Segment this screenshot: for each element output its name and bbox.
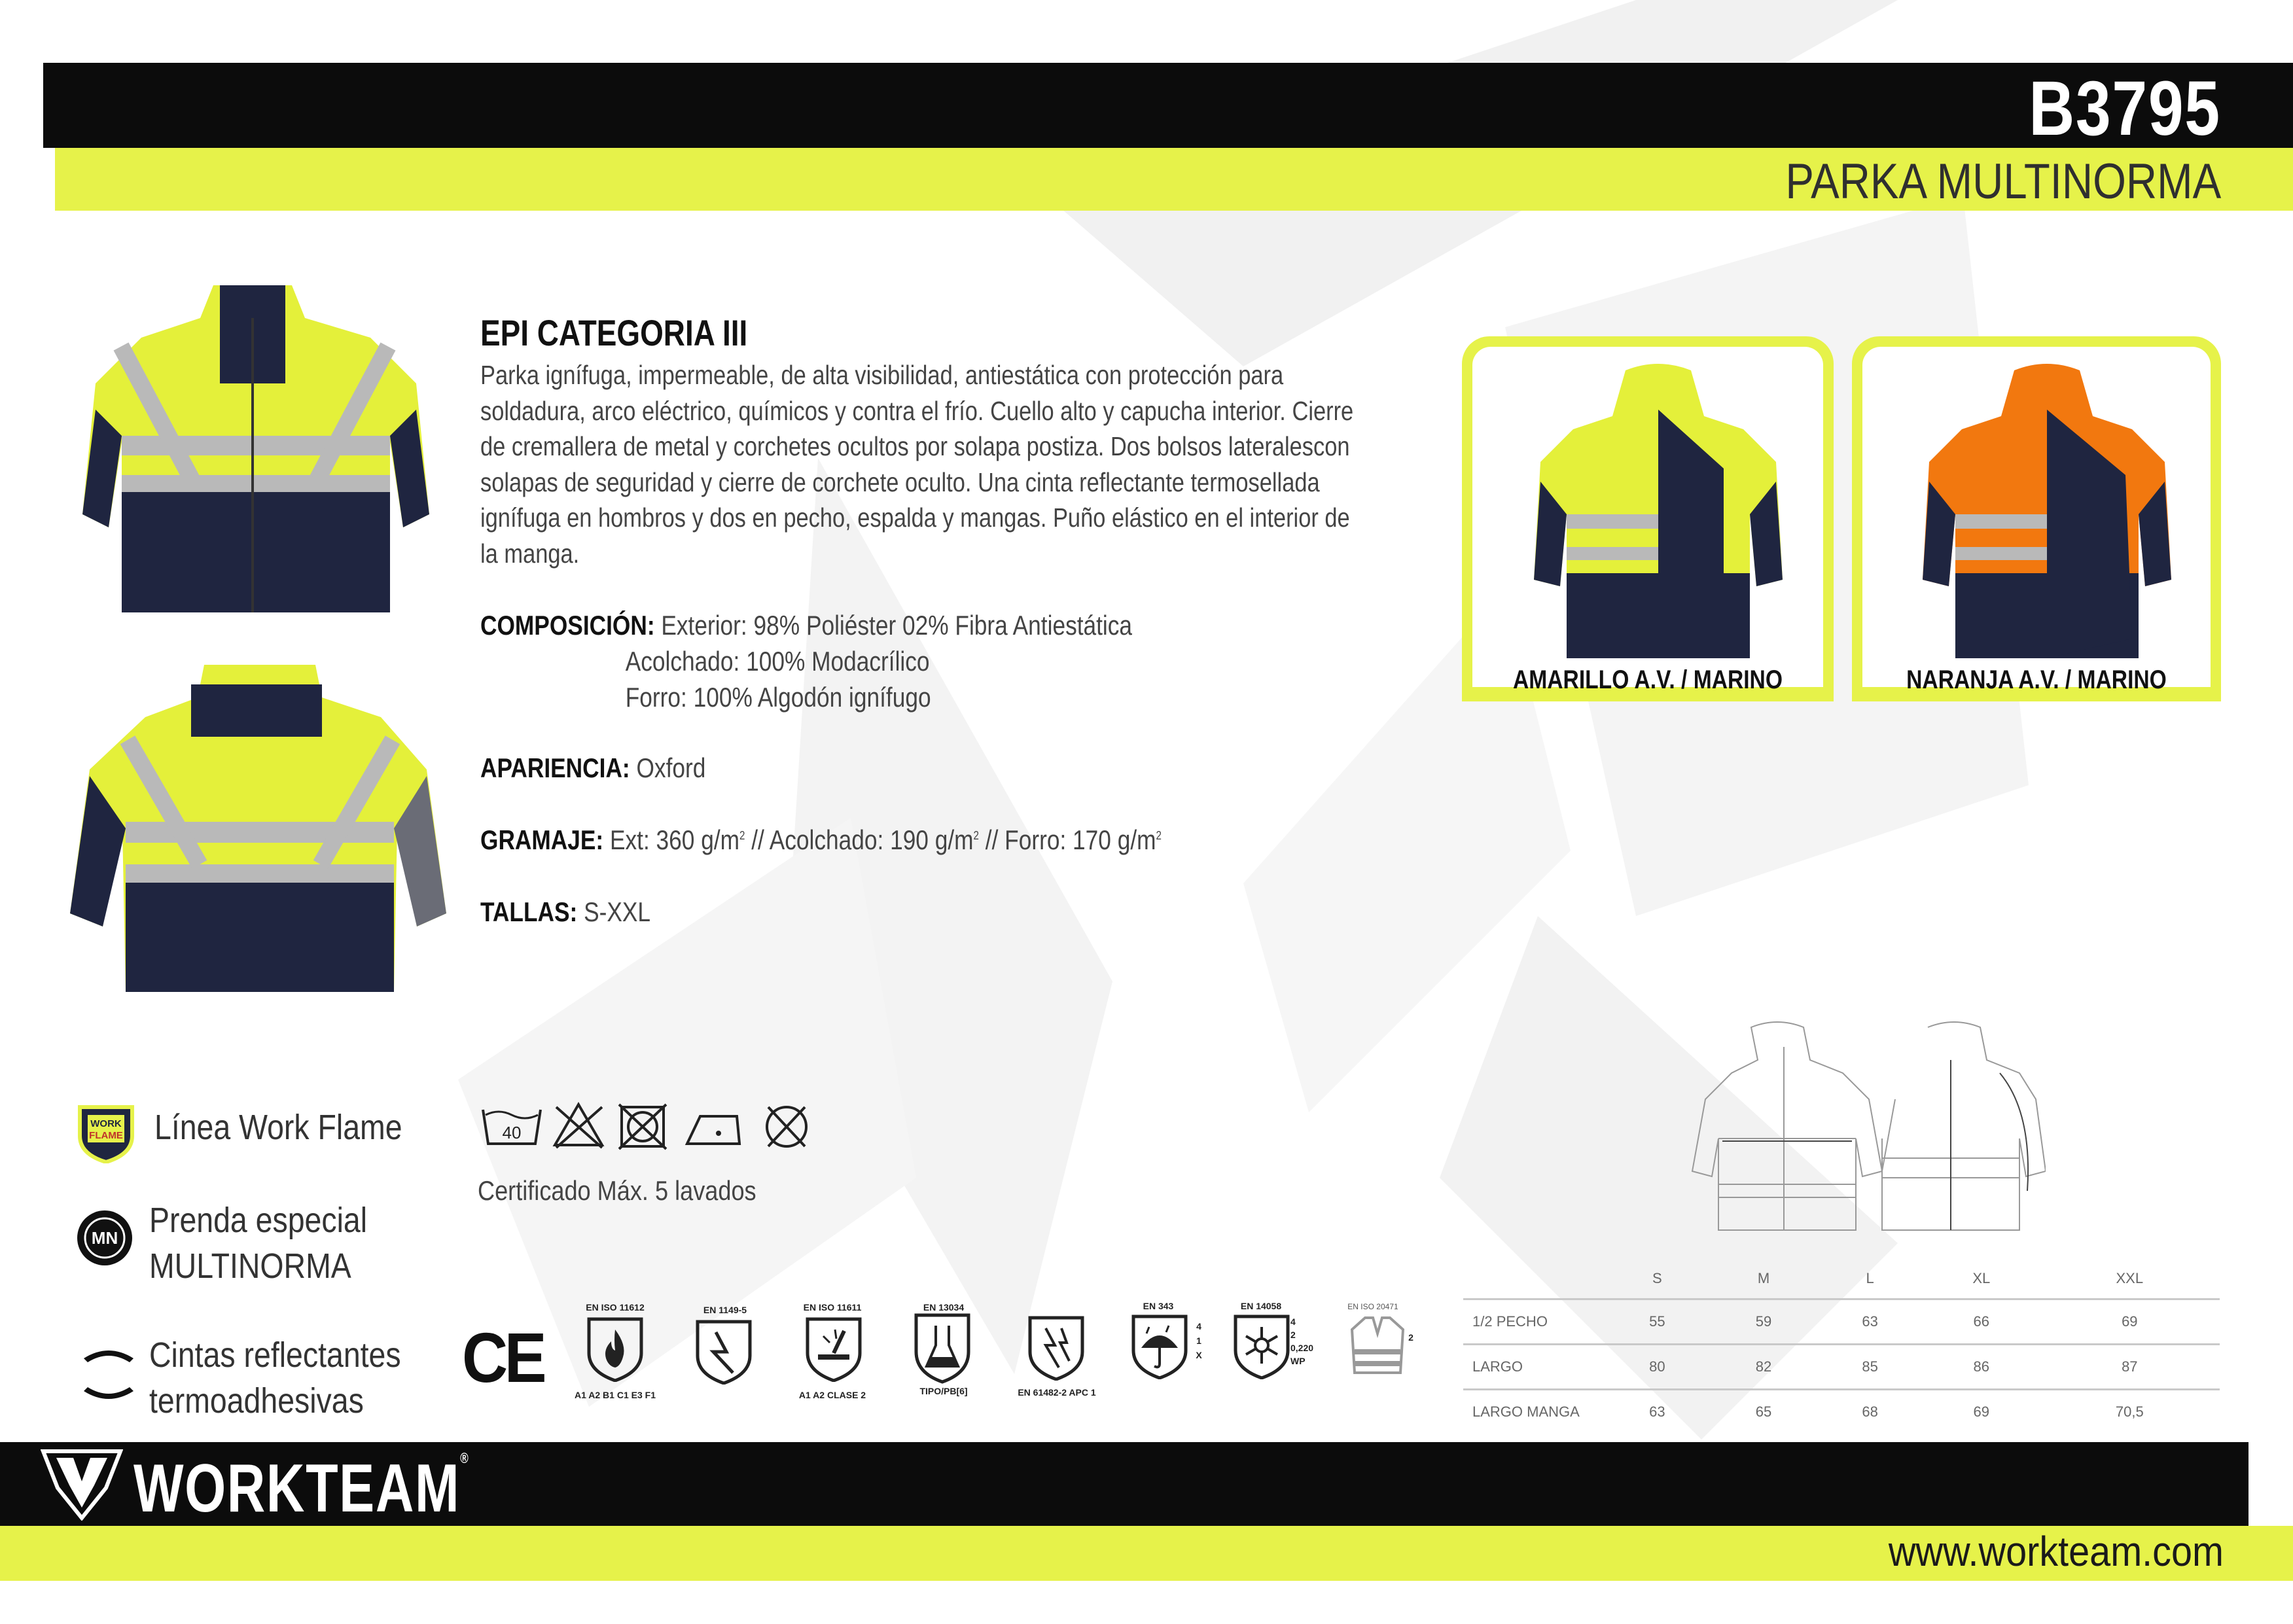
size-table xyxy=(1463,1269,2220,1434)
table-cell: 69 xyxy=(1923,1390,2040,1434)
cert-top-label: EN 14058 xyxy=(1240,1301,1282,1311)
wash-40-icon xyxy=(483,1110,541,1144)
cert-side-value: 1 xyxy=(1196,1335,1201,1346)
technical-drawing xyxy=(1679,1021,2046,1243)
weight xyxy=(480,824,1162,856)
weight-padding: // Acolchado: 190 g/m xyxy=(751,824,974,855)
no-tumble-dry-icon xyxy=(619,1104,666,1149)
appearance xyxy=(480,752,705,784)
product-subtitle: PARKA MULTINORMA xyxy=(1785,154,2221,209)
flame-icon xyxy=(585,1316,645,1382)
reflective-tape-icon xyxy=(81,1345,136,1404)
website-link[interactable]: www.workteam.com xyxy=(1888,1528,2224,1575)
table-cell: 69 xyxy=(2040,1299,2220,1345)
table-cell: 55 xyxy=(1604,1299,1711,1345)
feature-line: termoadhesivas xyxy=(149,1381,364,1421)
cert-side-value: 4 xyxy=(1196,1321,1201,1332)
weight-sup: 2 xyxy=(739,829,745,842)
table-cell: 85 xyxy=(1817,1345,1923,1390)
cert-side-value: WP xyxy=(1290,1356,1306,1366)
cert-side-values xyxy=(1192,1319,1205,1362)
workteam-logo-icon xyxy=(41,1449,123,1521)
table-cell: 65 xyxy=(1711,1390,1817,1434)
appearance-label: APARIENCIA: xyxy=(480,752,630,783)
weight-ext: Ext: 360 g/m xyxy=(609,824,740,855)
row-label: 1/2 PECHO xyxy=(1463,1299,1604,1345)
cold-snowflake-icon xyxy=(1232,1314,1292,1379)
composition xyxy=(480,607,1132,715)
sizes-label: TALLAS: xyxy=(480,896,578,927)
cert-bottom-label: A1 A2 CLASE 2 xyxy=(798,1390,866,1400)
care-symbols xyxy=(479,1101,819,1153)
table-cell: 86 xyxy=(1923,1345,2040,1390)
table-cell: 63 xyxy=(1604,1390,1711,1434)
welding-icon xyxy=(804,1316,864,1382)
variant-card-orange[interactable] xyxy=(1852,336,2221,701)
cert-side-value: 0,220 xyxy=(1290,1343,1314,1353)
sizes xyxy=(480,896,650,928)
table-cell: 63 xyxy=(1817,1299,1923,1345)
row-label: LARGO xyxy=(1463,1345,1604,1390)
antistatic-icon xyxy=(694,1319,754,1385)
table-cell: 66 xyxy=(1923,1299,2040,1345)
work-flame-badge-icon xyxy=(76,1103,136,1163)
rain-umbrella-icon xyxy=(1129,1314,1190,1379)
cert-bottom-label: EN 61482-2 APC 1 xyxy=(1018,1387,1096,1398)
weight-sup: 2 xyxy=(1156,829,1162,842)
electric-arc-icon xyxy=(1026,1315,1086,1381)
sizes-value: S-XXL xyxy=(584,896,651,927)
feature-work-flame: Línea Work Flame xyxy=(154,1108,402,1147)
cert-top-label: EN ISO 11611 xyxy=(803,1302,862,1313)
cert-bottom-label: A1 A2 B1 C1 E3 F1 xyxy=(575,1390,656,1400)
brand-name xyxy=(133,1450,469,1528)
table-row xyxy=(1463,1345,2220,1390)
product-code: B3795 xyxy=(2029,65,2221,152)
composition-line: Exterior: 98% Poliéster 02% Fibra Antiestática xyxy=(661,610,1133,641)
size-column-header: M xyxy=(1757,1270,1770,1286)
appearance-value: Oxford xyxy=(636,752,706,783)
composition-label: COMPOSICIÓN: xyxy=(480,610,655,641)
variant-card-yellow[interactable] xyxy=(1462,336,1834,701)
mn-badge-text: MN xyxy=(91,1228,118,1248)
variant-label: AMARILLO A.V. / MARINO xyxy=(1513,665,1783,694)
size-column-header: XXL xyxy=(2116,1270,2144,1286)
size-table-header xyxy=(1463,1269,2220,1299)
cert-top-label: EN ISO 20471 xyxy=(1347,1302,1398,1311)
cert-side-value: 2 xyxy=(1408,1332,1413,1343)
badge-text: FLAME xyxy=(89,1130,123,1141)
no-dry-clean-icon xyxy=(767,1107,806,1146)
table-cell: 59 xyxy=(1711,1299,1817,1345)
hi-vis-vest-icon xyxy=(1348,1314,1407,1377)
table-cell: 68 xyxy=(1817,1390,1923,1434)
feature-line: MULTINORMA xyxy=(149,1246,351,1286)
size-column-header: L xyxy=(1866,1270,1874,1286)
chemical-flask-icon xyxy=(912,1313,972,1385)
category-heading: EPI CATEGORIA III xyxy=(480,312,748,353)
header-black-band xyxy=(43,63,2293,148)
composition-line: Forro: 100% Algodón ignífugo xyxy=(625,682,931,713)
table-row xyxy=(1463,1299,2220,1345)
table-cell: 70,5 xyxy=(2040,1390,2220,1434)
product-description: Parka ignífuga, impermeable, de alta visibilidad, antiestática con protección para soldadura, arco eléctrico, químicos y contra el frío. Cuello alto y capucha interior. Cierre de cremallera de metal y corchetes ocultos por solapa postiza. Dos bolsos lateralescon solapas de seguridad y cierre de corchete oculto. Una cinta reflectante termosellada ignífuga en hombros y dos en pecho, espalda y mangas. Puño elástico en el interior de la manga. xyxy=(480,360,1354,569)
badge-text: WORK xyxy=(90,1118,122,1129)
iron-icon xyxy=(687,1116,739,1144)
cert-top-label: EN 1149-5 xyxy=(703,1305,747,1315)
feature-line: Cintas reflectantes xyxy=(149,1335,401,1375)
ce-mark: CE xyxy=(462,1318,544,1397)
feature-tapes xyxy=(149,1332,401,1424)
weight-label: GRAMAJE: xyxy=(480,824,604,855)
size-column-header: S xyxy=(1652,1270,1662,1286)
weight-sup: 2 xyxy=(973,829,979,842)
cert-top-label: EN ISO 11612 xyxy=(586,1302,645,1313)
multinorma-badge-icon xyxy=(76,1209,133,1267)
cert-side-value: 2 xyxy=(1290,1330,1296,1340)
cert-bottom-label: TIPO/PB[6] xyxy=(919,1386,968,1396)
variant-jacket-orange xyxy=(1916,364,2178,665)
feature-line: Prenda especial xyxy=(149,1201,368,1240)
size-column-header: XL xyxy=(1972,1270,1991,1286)
wash-temp: 40 xyxy=(502,1123,522,1142)
cert-side-value: X xyxy=(1196,1350,1202,1360)
cert-side-values xyxy=(1290,1315,1330,1368)
table-cell: 80 xyxy=(1604,1345,1711,1390)
cert-top-label: EN 13034 xyxy=(923,1302,965,1313)
wash-certificate: Certificado Máx. 5 lavados xyxy=(478,1175,756,1206)
weight-lining: // Forro: 170 g/m xyxy=(985,824,1156,855)
brand-registered: ® xyxy=(460,1450,470,1466)
table-cell: 82 xyxy=(1711,1345,1817,1390)
variant-label: NARANJA A.V. / MARINO xyxy=(1906,665,2167,694)
no-bleach-icon xyxy=(555,1104,602,1148)
variant-jacket-yellow xyxy=(1527,364,1789,665)
composition-line: Acolchado: 100% Modacrílico xyxy=(625,646,930,677)
jacket-front-image xyxy=(63,279,442,619)
cert-side-value: 4 xyxy=(1290,1316,1296,1327)
size-column-header xyxy=(1463,1269,1604,1299)
row-label: LARGO MANGA xyxy=(1463,1390,1604,1434)
brand-text: WORKTEAM xyxy=(133,1451,461,1527)
feature-multinorma xyxy=(149,1197,367,1289)
jacket-back-image xyxy=(60,658,453,998)
table-row xyxy=(1463,1390,2220,1434)
cert-top-label: EN 343 xyxy=(1143,1301,1174,1311)
table-cell: 87 xyxy=(2040,1345,2220,1390)
